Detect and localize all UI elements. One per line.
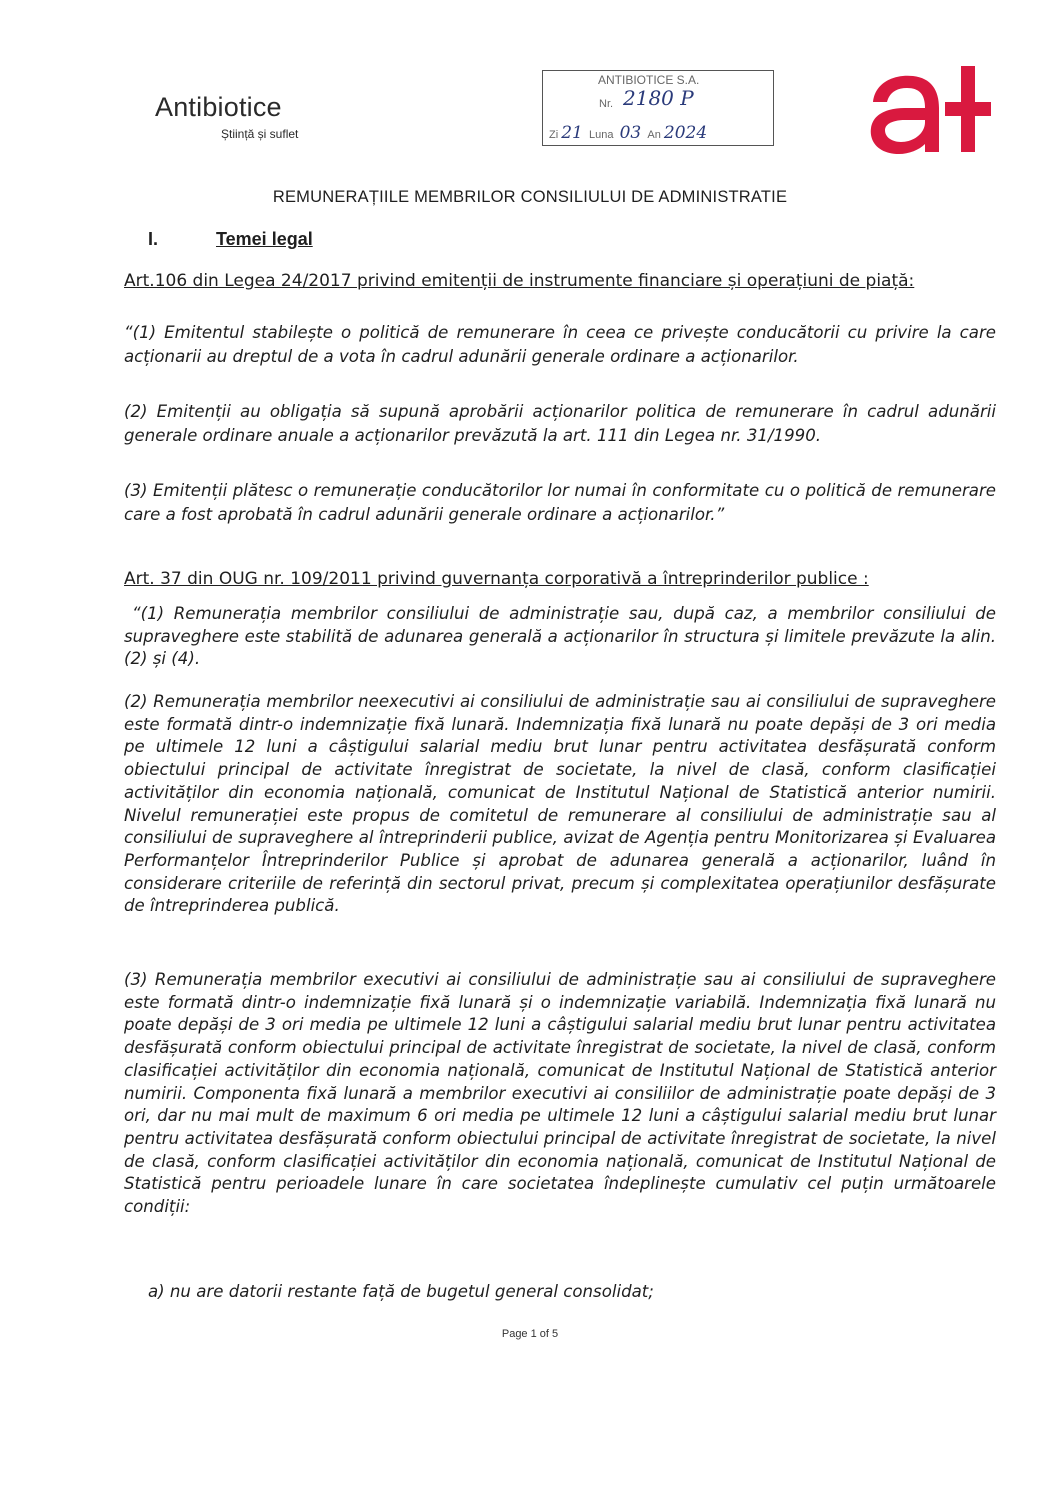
art106-heading: Art.106 din Legea 24/2017 privind emitenții de instrumente financiare și operațiuni de piață: (124, 271, 915, 291)
stamp-nr-label: Nr. (599, 98, 614, 110)
stamp-zi-value: 21 (561, 123, 583, 143)
section-heading (148, 229, 313, 250)
stamp-company: ANTIBIOTICE S.A. (598, 73, 700, 87)
logo-tagline: Știință și suflet (221, 127, 299, 141)
art106-paragraph-1: “(1) Emitentul stabilește o politică de remunerare în ceea ce privește conducătorii cu privire la care acționarii au dreptul de a vota în cadrul adunării generale ordinare a acționarilor. (124, 323, 996, 366)
art37-paragraph-3: (3) Remunerația membrilor executivi ai consiliului de administrație sau ai consiliului de supraveghere este formată dintr-o indemnizație fixă lunară și o indemnizație variabilă. Indemnizația fixă lunară nu poate depăși de 3 ori media pe ultimele 12 luni a câștigului salarial mediu brut lunar pentru activitatea desfășurată conform obiectului principal de activitate înregistrat de societate, la nivel de clasă, conform clasificației activităților din economia națională, comunicat de Institutul Național de Statistică anterior numirii. Componenta fixă lunară a membrilor executivi ai consiliilor de administrație poate depăși de 3 ori, dar nu mai mult de maximum 6 ori media pe ultimele 12 luni a câștigului salarial mediu brut lunar pentru activitatea desfășurată conform obiectului principal de activitate înregistrat de societate, la nivel de clasă, conform clasificației activităților din economia națională, comunicat de Institutul Național de Statistică pentru perioadele lunare în care societatea îndeplinește cumulativ cel puțin următoarele condiții: (124, 970, 996, 1217)
stamp-an-label: An (647, 129, 661, 141)
stamp-zi-label: Zi (549, 129, 559, 141)
stamp-luna-value: 03 (619, 123, 642, 143)
section-title: Temei legal (216, 229, 313, 249)
art37-paragraph-2: (2) Remunerația membrilor neexecutivi ai consiliului de administrație sau ai consiliului de supraveghere este formată dintr-o indemnizație fixă lunară. Indemnizația fixă lunară nu poate depăși de 3 ori media pe ultimele 12 luni a câștigului salarial mediu brut lunar pentru activitatea desfășurată conform obiectului principal de activitate înregistrat de societate, la nivel de clasă, conform clasificației activităților din economia națională, comunicat de Institutul Național de Statistică anterior numirii. Nivelul remunerației este propus de comitetul de remunerare al consiliului de administrație sau al consiliului de supraveghere al întreprinderii publice, avizat de Agenția pentru Monitorizarea și Evaluarea Performanțelor Întreprinderilor Publice și aprobat de adunarea generală a acționarilor, luând în considerare criteriile de referință din sectorul privat, precum și complexitatea operațiunilor desfășurate de întreprinderea publică. (124, 692, 996, 916)
stamp-an-value: 2024 (663, 123, 708, 143)
page-title: REMUNERAȚIILE MEMBRILOR CONSILIULUI DE ADMINISTRATIE (272, 188, 788, 206)
stamp-nr-value: 2180 P (623, 86, 694, 110)
registration-stamp (542, 70, 774, 146)
art106-paragraph-2: (2) Emitenții au obligația să supună aprobării acționarilor politica de remunerare în cadrul adunării generale ordinare anuale a acționarilor prevăzută la art. 111 din Legea nr. 31/1990. (124, 402, 996, 445)
section-number: I. (148, 229, 159, 249)
art37-heading: Art. 37 din OUG nr. 109/2011 privind guvernanța corporativă a întreprinderilor publice : (124, 569, 869, 589)
page-footer: Page 1 of 5 (501, 1328, 559, 1340)
art37-paragraph-1: “(1) Remunerația membrilor consiliului de administrație sau, după caz, a membrilor consiliului de supraveghere este stabilită de adunarea generală a acționarilor în structura și limitele prevăzute la alin. (2) și (4). (124, 604, 996, 669)
logo-text: Antibiotice (155, 92, 282, 122)
stamp-luna-label: Luna (589, 129, 614, 141)
brand-mark-icon (865, 62, 995, 158)
stamp-date-row (549, 123, 707, 143)
art37-item-a: a) nu are datorii restante față de bugetul general consolidat; (148, 1282, 654, 1301)
art106-paragraph-3: (3) Emitenții plătesc o remunerație conducătorilor lor numai în conformitate cu o politică de remunerare care a fost aprobată în cadrul adunării generale ordinare a acționarilor.” (124, 481, 996, 524)
